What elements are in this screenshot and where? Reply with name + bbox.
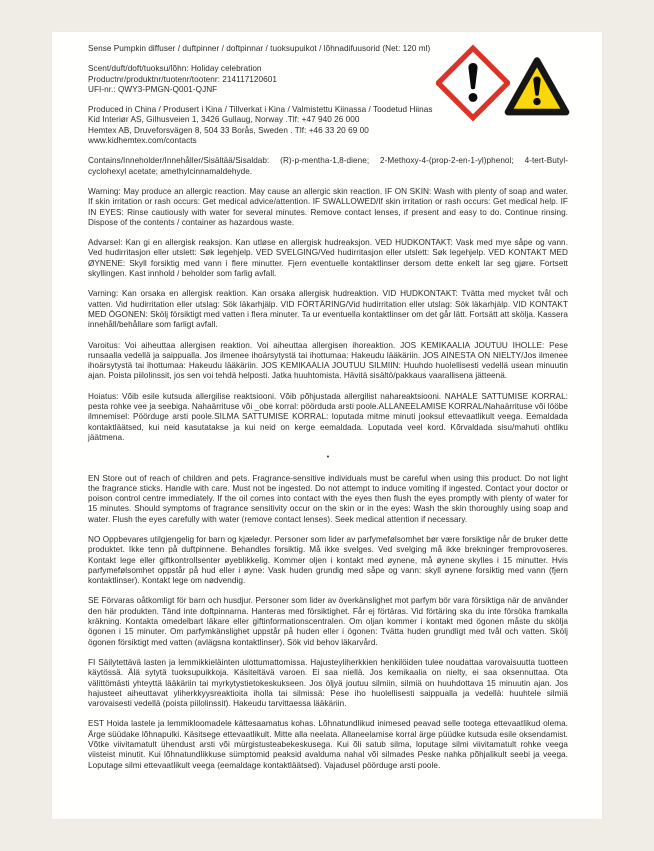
hazard-warning-se: Varning: Kan orsaka en allergisk reaktion. Kan orsaka allergisk hudreaktion. VID HUDKONTAKT: Tvätta med mycket tvål och vatten. Vid hudirritation eller utslag: Sök läkarhjälp. VID FÖRTÄRING/Vid hudirritation eller utslag: Sök läkarhjälp. VID KONTAKT MED ÖGONEN: Skölj försiktigt med vatten i flera minuter. Ta ur eventuella kontaktlinser om det går lätt. Fortsätt att skölja. Kassera innehåll/behållare som farligt avfall. xyxy=(88,289,568,330)
hazard-warning-no: Advarsel: Kan gi en allergisk reaksjon. Kan utløse en allergisk hudreaksjon. VED HUDKONTAKT: Vask med mye såpe og vann. Ved hudirritasjon eller utslett: Søk legehjelp. VED SVELGING/Ved hudirritasjon eller utslett: Søk legehjelp. VED KONTAKT MED ØYNENE: Skyll forsiktig med vann i flere minutter. Fjern eventuelle kontaktlinser dersom dette enkelt lar seg gjøre. Fortsett skyllingen. Kast innhold / beholder som farlig avfall. xyxy=(88,238,568,279)
hazard-warning-est: Hoiatus: Võib esile kutsuda allergilise reaktsiooni. Võib põhjustada allergilist nahareaktsiooni. NAHALE SATTUMISE KORRAL: pesta rohke vee ja seebiga. Nahaärrituse või _obe korral: pöörduda arsti poole.ALLANEELAMISE KORRAL/Nahaärrituse või lööbe ilmnemisel: Pöörduge arsti poole.SILMA SATTUMISE KORRAL: loputada mitme minuti jooksul ettevaatlikult veega. Eemaldada kontaktläätsed, kui neid kasutatakse ja kui neid on kerge eemaldada. Loputada veel kord. Kõrvaldada sisu/mahuti ohtliku jäätmena. xyxy=(88,391,568,442)
label-content xyxy=(52,32,602,819)
ghs07-exclamation-diamond-icon xyxy=(436,44,510,122)
producer-website: www.kidhemtex.com/contacts xyxy=(88,136,197,146)
storage-instructions-no: NO Oppbevares utilgjengelig for barn og kjæledyr. Personer som lider av parfymefølsomhet bør være forsiktige når de bruker dette produktet. Ikke tenn på duftpinnene. Behandles forsiktig. Må ikke svelges. Ved svelging må ikke brekninger fremprovoseres. Kontakt lege eller giftkontrollsenter øyeblikkelig. Kommer oljen i kontakt med øynene, må øynene skylles i 15 minutter. Hvis parfymefølsomhet oppstår på hud eller i øyne: Vask huden grundig med såpe og vann: skyll øynene forsiktig med vann (fjern kontaktlinser). Kontakt lege om nødvendig. xyxy=(88,534,568,586)
producer-address-norway: Kid Interiør AS, Gilhusveien 1, 3426 Gullaug, Norway .Tlf: +47 940 26 000 xyxy=(88,115,360,125)
producer-address-sweden: Hemtex AB, Druveforsvägen 8, 504 33 Borås, Sweden . Tlf: +46 33 20 69 00 xyxy=(88,125,369,135)
storage-instructions-en: EN Store out of reach of children and pets. Fragrance-sensitive individuals must be careful when using this product. Do not light the fragrance sticks. Handle with care. Must not be ingested. Do not attempt to induce vomiting if ingested. Contact your doctor or poison control centre immediately. If the oil comes into contact with the eyes then flush the eyes promptly with plenty of water for 15 minutes. Should symptoms of fragrance sensitivity occur on the skin or in the eyes: Wash the skin thoroughly using soap and water. Flush the eyes carefully with water (remove contact lenses). Seek medical attention if necessary. xyxy=(88,473,568,524)
hazard-warning-fi: Varoitus: Voi aiheuttaa allergisen reaktion. Voi aiheuttaa allergisen ihoreaktion. JOS KEMIKAALIA JOUTUU IHOLLE: Pese runsaalla vedellä ja saippualla. Jos ilmenee ihoärsytystä tai ihottumaa: Hakeudu lääkäriin. JOS AINESTA ON NIELTY/Jos ilmenee ihoärsytystä tai ihottumaa: Hakeudu lääkäriin. JOS KEMIKAALIA JOUTUU SILMIIN: Huuhdo huolellisesti vedellä usean minuutin ajan. Poista piilolinssit, jos sen voi tehdä helposti. Jatka huuhtomista. Hävitä sisältö/pakkaus vaarallisena jätteenä. xyxy=(88,340,568,381)
product-title: Sense Pumpkin diffuser / duftpinner / doftpinnar / tuoksupuikot / lõhnadifuusorid (Net: 120 ml) xyxy=(88,44,431,53)
warning-triangle-icon xyxy=(504,51,570,123)
storage-instructions-fi: FI Säilytettävä lasten ja lemmikkieläinten ulottumattomissa. Hajusteyliherkkien henkilöiden tulee noudattaa varovaisuutta tuotteen käytössä. Älä sytytä tuoksupuikkoja. Käsiteltävä varoen. Ei saa niellä. Jos kemikaalia on nielty, ei saa oksennuttaa. Ota välittömästi yhteyttä lääkäriin tai myrkytystietokeskukseen. Jos öljyä joutuu silmiin, silmiä on huuhdottava 15 minuutin ajan. Jos hajusteet aiheuttavat yliherkkyysreaktioita iholla tai silmissä: Pese iho huolellisesti saippualla ja vedellä: huuhtele silmiä varovaisesti vedellä (poista piilolinssit). Hakeudu tarvittaessa lääkäriin. xyxy=(88,657,568,709)
storage-instructions-se: SE Förvaras oåtkomligt för barn och husdjur. Personer som lider av överkänslighet mot parfym bör vara försiktiga när de använder den här produkten. Tänd inte doftpinnarna. Hanteras med försiktighet. Får ej förtäras. Vid förtäring ska du inte försöka framkalla kräkning. Kontakta omedelbart läkare eller giftinformationscentralen. Om oljan kommer i kontakt med ögonen måste du skölja ögonen i 15 minuter. Om parfymkänslighet uppstår på huden eller i ögonen: Tvätta huden grundligt med tvål och vatten. Skölj ögonen försiktigt med vatten (avlägsna kontaktlinser). Sök vid behov läkarvård. xyxy=(88,596,568,647)
ufi-line: UFI-nr.: QWY3-PMGN-Q001-QJNF xyxy=(88,84,218,94)
product-number-line: Productnr/produktnr/tuotenr/tootenr: 214117120601 xyxy=(88,74,277,84)
product-label xyxy=(52,32,602,819)
storage-instructions-est: EST Hoida lastele ja lemmikloomadele kättesaamatus kohas. Lõhnatundlikud inimesed peavad selle tootega ettevaatlikud olema. Ärge süüdake lõhnapulki. Käsitsege ettevaatlikult. Mitte alla neelata. Allaneelamise korral ärge püüdke kutsuda esile oksendamist. Võtke viivitamatult ühendust arsti või mürgistusteabekeskusega. Kui õli satub silma, loputage silmi viivitamatult rohke veega viisteist minutit. Kui lõhnatundlikkuse sümptomid peaksid avalduma nahal või silmades Peske nahka põhjalikult seebi ja veega. Loputage silmi ettevaatlikult veega (eemaldage kontaktläätsed). Vajadusel pöörduge arsti poole. xyxy=(88,719,568,770)
produced-in-line: Produced in China / Produsert i Kina / Tillverkat i Kina / Valmistettu Kiinassa / Toodetud Hiinas xyxy=(88,105,433,115)
scent-line: Scent/duft/doft/tuoksu/lõhn: Holiday celebration xyxy=(88,64,262,74)
hazard-warning-en: Warning: May produce an allergic reaction. May cause an allergic skin reaction. IF ON SKIN: Wash with plenty of soap and water. If skin irritation or rash occurs: Get medical advice/attention. IF SWALLOWED/If skin irritation or rash occurs: Get medical help. IF IN EYES: Rinse cautiously with water for several minutes. Remove contact lenses, if present and easy to do. Continue rinsing. Dispose of the contents / container as hazardous waste. xyxy=(88,186,568,227)
separator-bullet: • xyxy=(326,454,330,462)
contains-statement: Contains/Inneholder/Innehåller/Sisältää/Sisaldab: (R)-p-mentha-1,8-diene; 2-Methoxy-4-(prop-2-en-1-yl)phenol; 4-tert-Butyl-cyclohexyl acetate; amethylcinnamaldehyde. xyxy=(88,156,568,176)
